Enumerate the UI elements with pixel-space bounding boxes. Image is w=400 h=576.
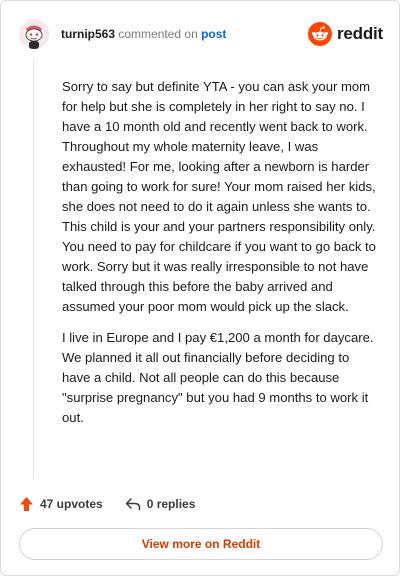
reddit-wordmark: reddit: [336, 24, 383, 43]
snoo-avatar-icon: [19, 19, 49, 49]
comment-paragraph-2: I live in Europe and I pay €1,200 a month for daycare. We planned it all out financially before deciding to have a child. Not all people can do this because "surprise pregnancy" but you had 9 months to work it out.: [62, 330, 374, 425]
reply-button[interactable]: [125, 497, 196, 511]
post-link[interactable]: post: [201, 27, 227, 41]
reply-count: 0 replies: [146, 497, 196, 511]
comment-verb: commented on: [118, 27, 198, 41]
reply-arrow-icon: [125, 497, 141, 511]
view-more-button[interactable]: View more on Reddit: [19, 528, 383, 560]
upvote-arrow-icon: [19, 496, 34, 512]
user-avatar[interactable]: [19, 19, 49, 49]
comment-meta: [61, 26, 308, 42]
username-link[interactable]: turnip563: [61, 27, 116, 41]
upvote-button[interactable]: [19, 496, 103, 512]
comment-header: [19, 19, 383, 49]
reddit-brand[interactable]: [308, 22, 383, 46]
comment-body: [62, 77, 376, 439]
upvote-count: 47 upvotes: [40, 497, 103, 511]
comment-actions: [19, 494, 217, 514]
thread-line: [33, 59, 34, 479]
comment-paragraph-1: Sorry to say but definite YTA - you can ask your mom for help but she is completely in her right to say no. I have a 10 month old and recently went back to work. Throughout my whole maternity leave, I was exhausted! For me, looking after a newborn is harder than going to work for sure! Your mom raised her kids, she does not need to do it again unless she wants to. This child is your and your partners responsibility only. You need to pay for childcare if you want to go back to work. Sorry but it was really irresponsible to not have talked through this before the baby arrived and assumed your poor mom would pick up the slack.: [62, 79, 376, 314]
reddit-logo-icon: [308, 22, 332, 46]
